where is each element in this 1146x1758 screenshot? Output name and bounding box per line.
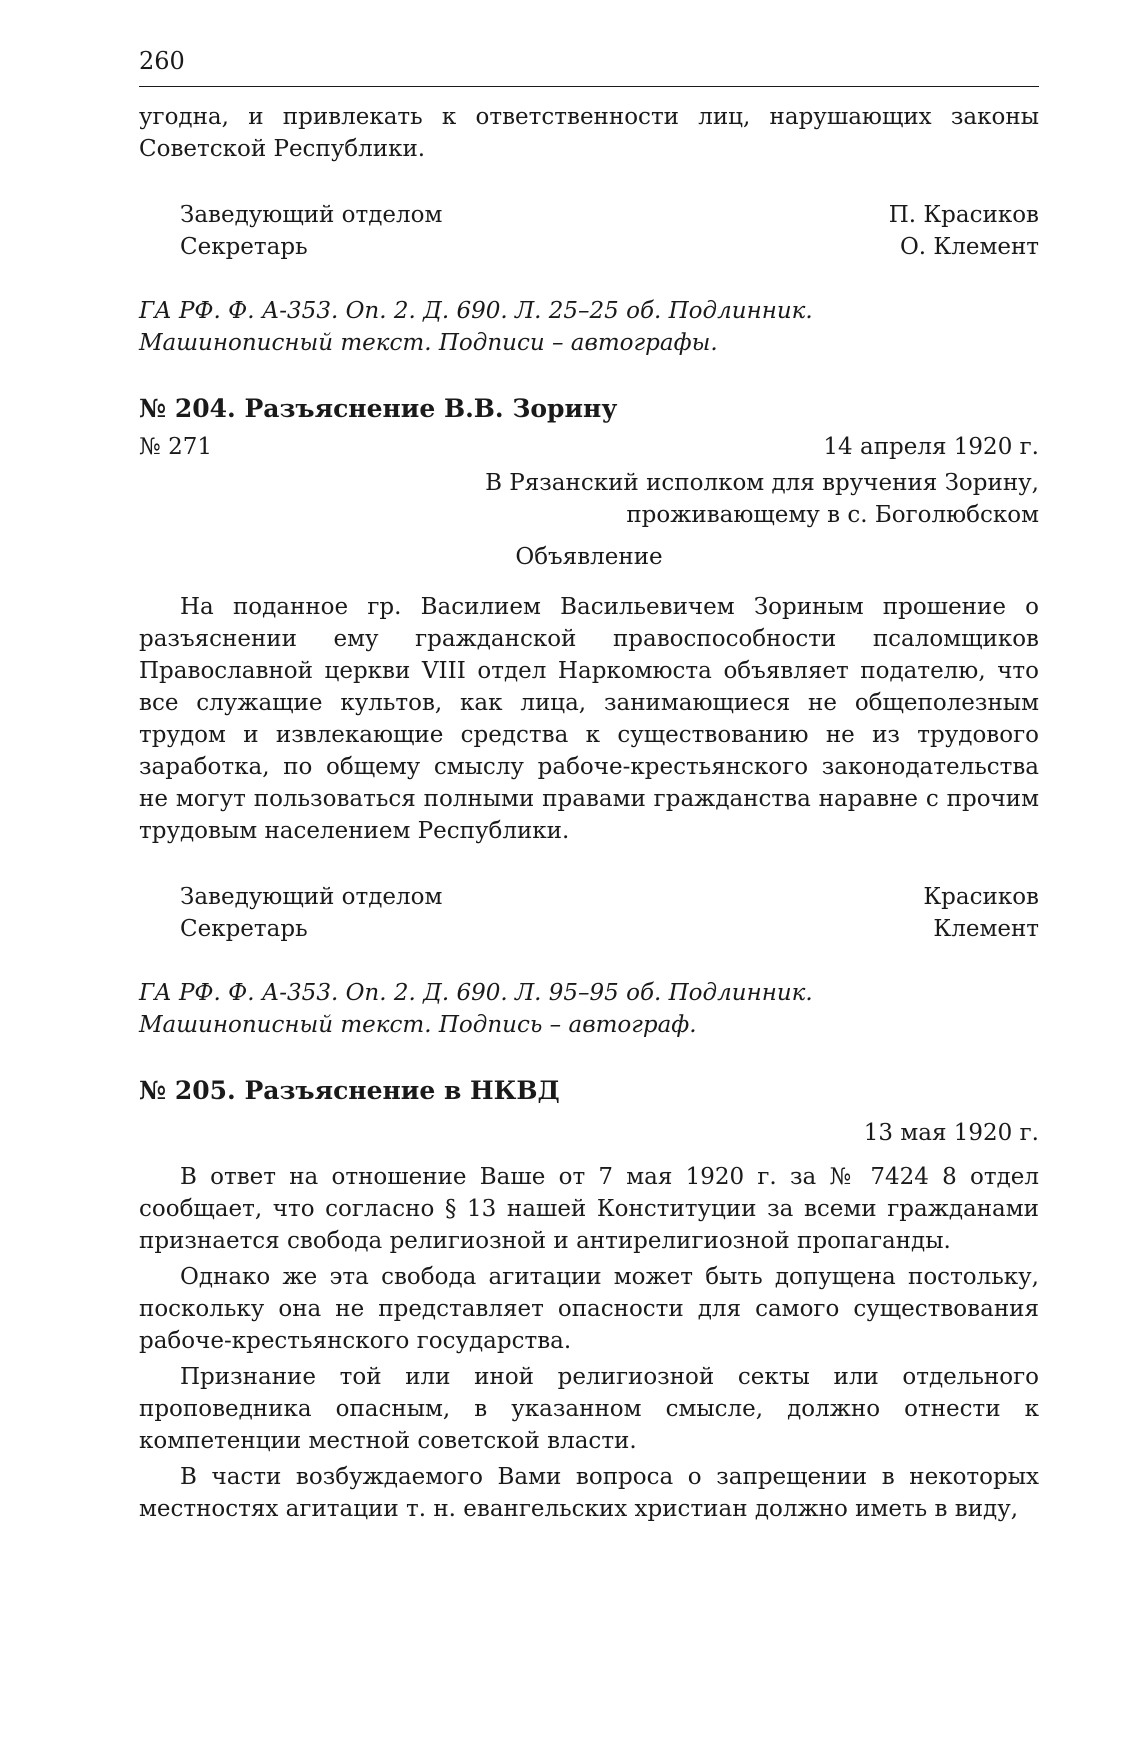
archive-source-line: Машинописный текст. Подписи – автографы. [139,330,718,356]
archive-source-line: ГА РФ. Ф. А-353. Оп. 2. Д. 690. Л. 25–25 об. Подлинник. [139,298,813,324]
addressee-line: В Рязанский исполком для вручения Зорину, [485,470,1039,496]
signature-role: Секретарь [180,916,308,942]
archive-source-line: ГА РФ. Ф. А-353. Оп. 2. Д. 690. Л. 95–95 об. Подлинник. [139,980,813,1006]
doc-205-body [139,1161,1039,1525]
signature-row [180,231,1039,263]
signature-role: Заведующий отделом [180,202,443,228]
doc-205-title: № 205. Разъяснение в НКВД [139,1076,560,1105]
book-page [139,46,1039,1525]
signature-row [180,199,1039,231]
signature-row [180,881,1039,913]
signature-name: О. Клемент [899,234,1039,260]
doc-204-signature-block [139,881,1039,945]
doc-204-title: № 204. Разъяснение В.В. Зорину [139,394,618,423]
prev-archive-source [139,295,1039,359]
page-number: 260 [139,47,185,75]
intro-paragraph: угодна, и привлекать к ответственности лиц, нарушающих законы Советской Республики. [139,104,1039,162]
archive-source-line: Машинописный текст. Подпись – автограф. [139,1012,697,1038]
doc-204-addressee [139,467,1039,531]
doc-205-date: 13 мая 1920 г. [863,1120,1039,1146]
signature-name: Красиков [923,884,1039,910]
body-paragraph: В ответ на отношение Ваше от 7 мая 1920 г. за № 7424 8 отдел сообщает, что согласно § 13 нашей Конституции за всеми гражданами признается свобода религиозной и антирелигиозной пропаганды. [139,1164,1039,1254]
doc-204-date: 14 апреля 1920 г. [823,434,1039,460]
signature-name: П. Красиков [888,202,1039,228]
doc-204-meta [139,431,1039,463]
body-paragraph: Признание той или иной религиозной секты или отдельного проповедника опасным, в указанном смысле, должно отнести к компетенции местной советской власти. [139,1364,1039,1454]
body-paragraph: Однако же эта свобода агитации может быть допущена постольку, поскольку она не представляет опасности для самого существования рабоче-крестьянского государства. [139,1264,1039,1354]
signature-role: Заведующий отделом [180,884,443,910]
doc-204-heading: Объявление [515,544,663,570]
signature-row [180,913,1039,945]
doc-204-body [139,591,1039,847]
prev-signature-block [139,199,1039,263]
doc-204-number: № 271 [139,434,212,460]
body-paragraph: На поданное гр. Василием Васильевичем Зориным прошение о разъяснении ему гражданской правоспособности псаломщиков Православной церкви VIII отдел Наркомюста объявляет подателю, что все служащие культов, как лица, занимающиеся не общеполезным трудом и извлекающие средства к существованию не из трудового заработка, по общему смыслу рабоче-крестьянского законодательства не могут пользоваться полными правами гражданства наравне с прочим трудовым населением Республики. [139,594,1039,844]
header-rule [139,86,1039,87]
signature-name: Клемент [933,916,1039,942]
signature-role: Секретарь [180,234,308,260]
doc-204-archive-source [139,977,1039,1041]
addressee-line: проживающему в с. Боголюбском [626,502,1039,528]
body-paragraph: В части возбуждаемого Вами вопроса о запрещении в некоторых местностях агитации т. н. евангельских христиан должно иметь в виду, [139,1464,1039,1522]
